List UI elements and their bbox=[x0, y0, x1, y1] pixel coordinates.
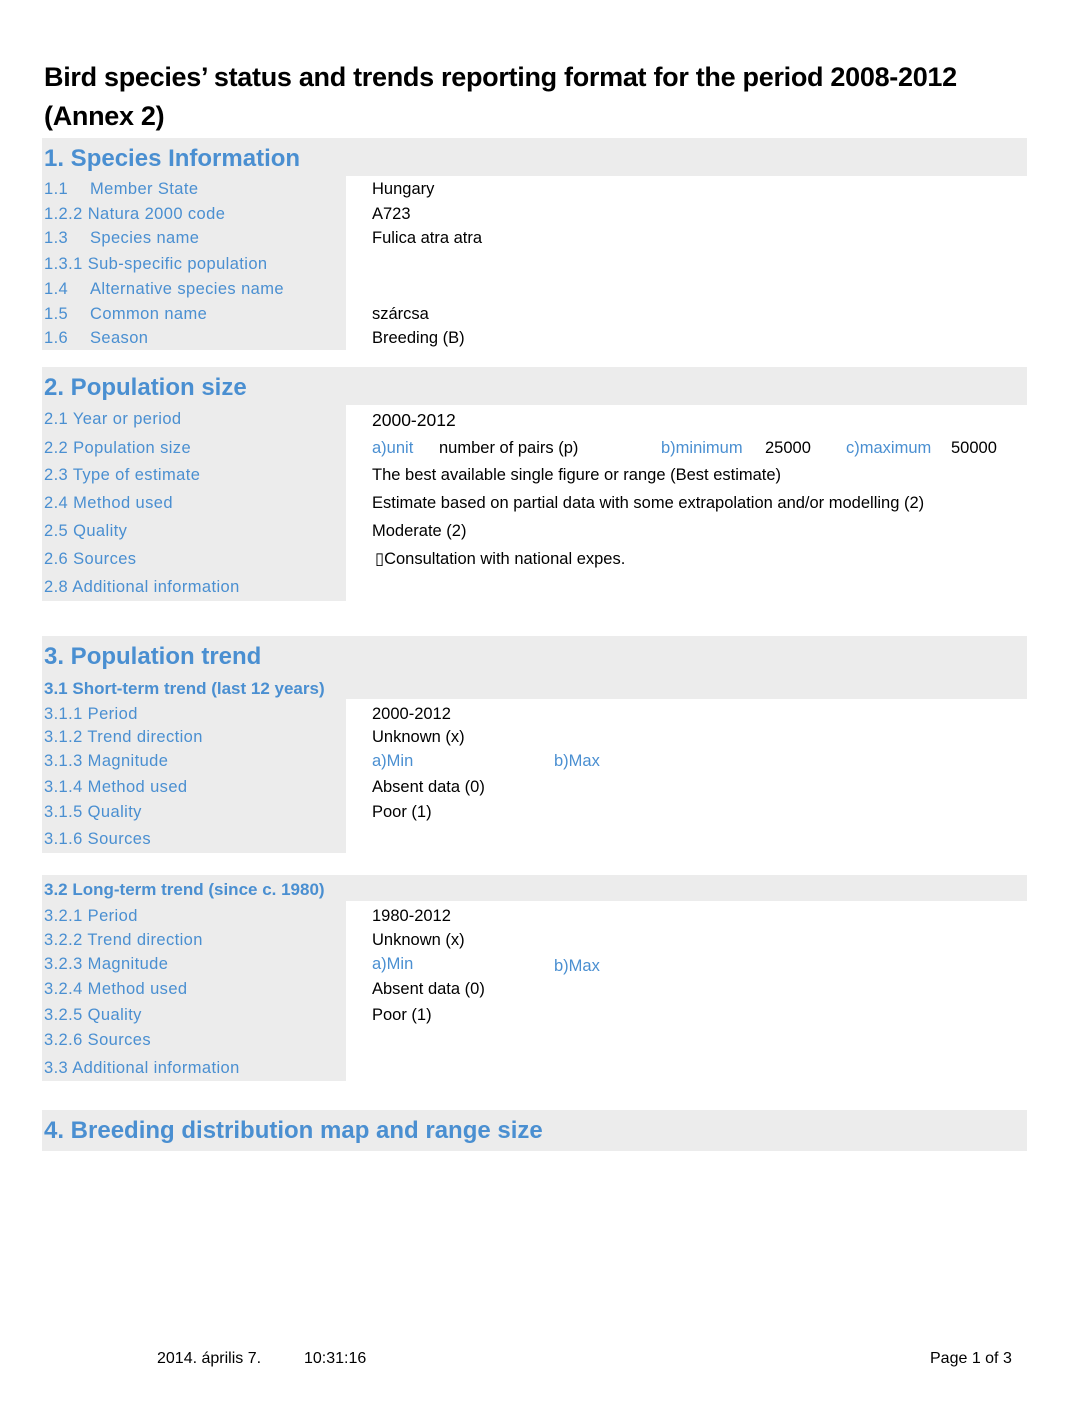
long-trend-direction-value: Unknown (x) bbox=[372, 931, 465, 949]
long-sources-label: 3.2.6 Sources bbox=[44, 1031, 152, 1049]
long-magnitude-min-label: a)Min bbox=[372, 955, 414, 973]
section-2-title: 2. Population size bbox=[44, 374, 247, 401]
trend-additional-info-label: 3.3 Additional information bbox=[44, 1059, 240, 1077]
short-period-value: 2000-2012 bbox=[372, 705, 451, 723]
population-min-value: 25000 bbox=[765, 439, 811, 457]
population-unit-value: number of pairs (p) bbox=[439, 439, 579, 457]
short-sources-label: 3.1.6 Sources bbox=[44, 830, 152, 848]
quality-label: 2.5 Quality bbox=[44, 522, 128, 540]
method-used-value: Estimate based on partial data with some extrapolation and/or modelling (2) bbox=[372, 494, 925, 512]
long-method-label: 3.2.4 Method used bbox=[44, 980, 188, 998]
sources-label: 2.6 Sources bbox=[44, 550, 137, 568]
population-max-value: 50000 bbox=[951, 439, 997, 457]
short-magnitude-min-label: a)Min bbox=[372, 752, 414, 770]
row-natura-code-label: 1.2.2 Natura 2000 code bbox=[44, 205, 226, 223]
row-common-name-label: 1.5 Common name bbox=[44, 305, 208, 323]
short-trend-direction-value: Unknown (x) bbox=[372, 728, 465, 746]
sources-value: ▯Consultation with national expes. bbox=[375, 550, 626, 568]
long-method-value: Absent data (0) bbox=[372, 980, 485, 998]
short-trend-direction-label: 3.1.2 Trend direction bbox=[44, 728, 203, 746]
footer-date: 2014. április 7. bbox=[157, 1350, 262, 1367]
row-season-value: Breeding (B) bbox=[372, 329, 465, 347]
long-period-value: 1980-2012 bbox=[372, 907, 451, 925]
method-used-label: 2.4 Method used bbox=[44, 494, 173, 512]
long-term-trend-title: 3.2 Long-term trend (since c. 1980) bbox=[44, 880, 325, 899]
year-period-value: 2000-2012 bbox=[372, 410, 456, 430]
short-quality-label: 3.1.5 Quality bbox=[44, 803, 142, 821]
short-method-value: Absent data (0) bbox=[372, 778, 485, 796]
population-size-label: 2.2 Population size bbox=[44, 439, 192, 457]
row-species-name-value: Fulica atra atra bbox=[372, 229, 483, 247]
long-quality-label: 3.2.5 Quality bbox=[44, 1006, 142, 1024]
row-member-state-value: Hungary bbox=[372, 180, 435, 198]
long-quality-value: Poor (1) bbox=[372, 1006, 432, 1024]
short-period-label: 3.1.1 Period bbox=[44, 705, 138, 723]
population-max-label: c)maximum bbox=[846, 439, 932, 457]
year-period-label: 2.1 Year or period bbox=[44, 410, 182, 428]
section-1-title: 1. Species Information bbox=[44, 145, 301, 172]
estimate-type-label: 2.3 Type of estimate bbox=[44, 466, 201, 484]
long-magnitude-label: 3.2.3 Magnitude bbox=[44, 955, 169, 973]
estimate-type-value: The best available single figure or range (Best estimate) bbox=[372, 466, 782, 484]
short-magnitude-max-label: b)Max bbox=[554, 752, 600, 770]
row-natura-code-value: A723 bbox=[372, 205, 411, 223]
footer-time: 10:31:16 bbox=[304, 1350, 367, 1367]
population-unit-label: a)unit bbox=[372, 439, 414, 457]
short-term-trend-title: 3.1 Short-term trend (last 12 years) bbox=[44, 679, 325, 698]
footer-page-number: Page 1 of 3 bbox=[930, 1350, 1012, 1367]
section-4-title: 4. Breeding distribution map and range size bbox=[44, 1117, 543, 1144]
additional-info-label: 2.8 Additional information bbox=[44, 578, 240, 596]
long-magnitude-max-label: b)Max bbox=[554, 957, 600, 975]
short-quality-value: Poor (1) bbox=[372, 803, 432, 821]
row-season-label: 1.6 Season bbox=[44, 329, 149, 347]
row-common-name-value: szárcsa bbox=[372, 305, 429, 323]
short-method-label: 3.1.4 Method used bbox=[44, 778, 188, 796]
document-title: Bird species’ status and trends reporting format for the period 2008-2012 (Annex 2) bbox=[44, 62, 957, 131]
section-3-title: 3. Population trend bbox=[44, 643, 262, 670]
long-period-label: 3.2.1 Period bbox=[44, 907, 138, 925]
row-member-state-label: 1.1 Member State bbox=[44, 180, 199, 198]
row-alternative-name-label: 1.4 Alternative species name bbox=[44, 280, 284, 298]
quality-value: Moderate (2) bbox=[372, 522, 467, 540]
long-trend-direction-label: 3.2.2 Trend direction bbox=[44, 931, 203, 949]
population-min-label: b)minimum bbox=[661, 439, 743, 457]
row-subspecific-population-label: 1.3.1 Sub-specific population bbox=[44, 255, 268, 273]
short-magnitude-label: 3.1.3 Magnitude bbox=[44, 752, 169, 770]
row-species-name-label: 1.3 Species name bbox=[44, 229, 200, 247]
